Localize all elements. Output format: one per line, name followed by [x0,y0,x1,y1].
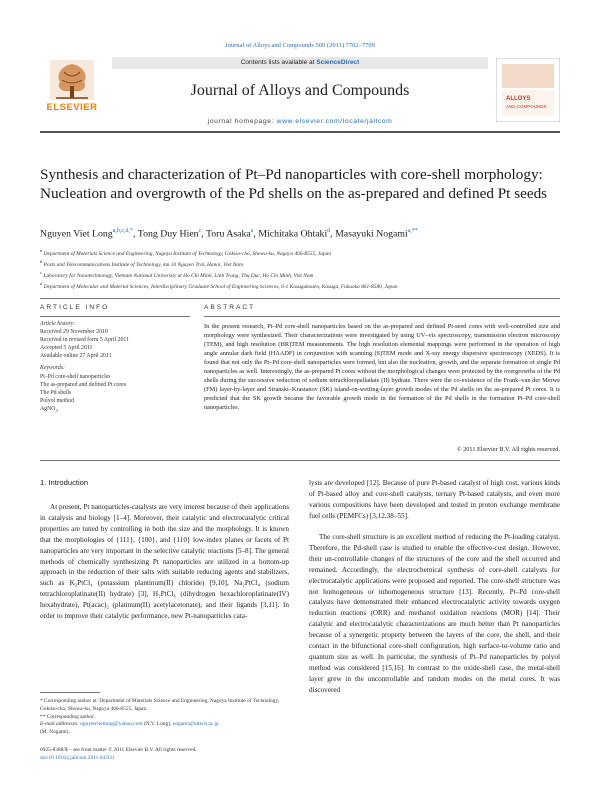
cover-icon [496,58,560,122]
intro-paragraph-right-1: lysts are developed [12]. Because of pure Pt-based catalyst of high cost, various kinds of Pt-based alloy and core-shell catalysts, ternary Pt-based catalysts, and even more various compositions have been developed and tested in proton exchange membrane fuel cells (PEMFCs) [3,12,38–55]. [309,479,560,520]
history-item: Received 29 November 2010 [40,329,108,336]
keyword-item: AgNO$_3$ [40,405,58,414]
article-title: Synthesis and characterization of Pt–Pd nanoparticles with core-shell morphology: Nucleation and overgrowth of the Pd shells on the as-prepared and defined Pt seeds [40,166,548,202]
email-link[interactable]: nogami@nitech.ac.jp [172,721,219,728]
elsevier-tree-icon [50,60,94,100]
journal-cover-thumbnail [496,58,560,122]
history-item: Accepted 5 April 2011 [40,345,93,352]
header-rule [40,131,560,133]
cover-title-line2: AND COMPOUNDS [506,104,547,109]
affiliation-item: $^d$ Department of Molecular and Material Sciences, Interdisciplinary Graduate School of Engineering Sciences, 6-1 Kasugakouen, Kasuga, Fukuoka 861-8580, Japan [40,281,398,291]
keyword-item: The as-prepared and defined Pt cores [40,381,127,388]
author-name[interactable]: Masayuki Nogami [335,228,408,240]
intro-paragraph-right-2: The core-shell structure is an excellent method of reducing the Pt-loading catalyst. Therefore, the Pd-shell case is studied to enable the effective-cost design. However, their un-controllable changes of the structures of the core and the shell occurred and remained. Accordingly, the electrochemical synthesis of core-shell catalysts for electrocatalytic applications were proposed and reported. The core-shell structure was not homogeneous or inhomogeneous structure [13]. Recently, Pt–Pd core-shell catalysts have demonstrated their enhanced electrocatalytic activity towards oxygen reduction reactions (ORR) and methanol oxidation reactions (MOR) [14]. Their catalytic and electrocatalytic characterizations are much better than Pt nanoparticles because of a synergetic property between the layers of the core, the shell, and their contact in the bifunctional core-shell configuration, high surface-to-volume ratio and quantum size as well. In particular, the synthesis of Pt–Pd nanoparticles by polyol method was considered [15,16]. In contrast to the oxide-shell case, the metal-shell layer grew in the uncontrollable and random modes on the metal cores. It was discovered [309,533,560,694]
author-affil-marks: a [250,228,254,234]
journal-title: Journal of Alloys and Compounds [190,82,410,99]
footnote-emails: E-mail addresses: nguyenvietlong@yahoo.com (N.V. Long), nogami@nitech.ac.jp [40,721,219,728]
copyright-notice: © 2011 Elsevier B.V. All rights reserved. [456,446,560,453]
author-affil-marks: d [327,228,331,234]
affiliation-rule [40,298,560,299]
history-heading: Article history: [40,321,76,327]
email-link[interactable]: nguyenvietlong@yahoo.com [80,721,143,728]
footnote-rule [40,692,100,693]
doi-link[interactable]: doi:10.1016/j.jallcom.2011.04.031 [40,754,115,761]
author-name[interactable]: Michitaka Ohtaki [258,228,328,240]
keywords-heading: Keywords: [40,365,65,372]
affiliation-item: $^c$ Laboratory for Nanotechnology, Vietnam National University at Ho Chi Minh, Linh Trung, Thu Duc, Ho Chi Minh, Viet Nam [40,270,314,279]
article-info-rule [40,316,190,317]
homepage-link[interactable]: www.elsevier.com/locate/jallcom [276,118,393,125]
abstract-rule [204,316,560,317]
article-info-panel [40,320,190,415]
history-item: Received in revised form 5 April 2011 [40,337,129,344]
affiliation-item: $^b$ Posts and Telecommunications Institute of Technology, km 10 Nguyen Trai, Hanoi, Viet Nam [40,259,244,268]
abstract-text: In the present research, Pt–Pd core-shell nanoparticles based on the as-prepared and defined Pt-seed cores with well-controlled size and morphology were synthesized. Their characterizations were investigated by using UV–vis spectroscopy, transmission electron microscopy (TEM), and high resolution (HR)TEM measurements. The high resolution elemental mappings were performed in the operation of high angle annular dark field (HAADF) in conjunction with scanning (S)TEM mode and X-ray energy dispersive spectroscopy (XEDS). It is found that not only the Pt–Pd core-shell nanoparticles were formed, but also the nucleation, growth, and the separate formation of single Pd nanoparticles as well. Interestingly, the as-prepared Pt cores without the morphological changes were protected by the overgrowths of the Pd shells during the successive reduction of sodium tetrachloropalladate (II) hydrate. There were the co-existence of the Frank–van der Merwe (FM) layer-by-layer and Stranski–Krastanov (SK) island-on-wetting-layer growth modes of the Pd shells on the as-prepared Pt cores. It is predicted that the SK growth became the favorable growth mode in the formation of the Pd shells in the formation Pt–Pd core-shell nanoparticles. [204,323,560,411]
article-info-heading: ARTICLE INFO [40,304,110,311]
introduction-heading: 1. Introduction [40,478,89,487]
author-name[interactable]: Nguyen Viet Long [40,228,113,240]
footnote-corresponding-1: * Corresponding author at: Department of Materials Science and Engineering, Nagoya Institute of Technology, Gokiso-cho, Showa-ku, Nagoya 466-8555, Japan. [40,698,280,712]
journal-citation[interactable]: Journal of Alloys and Compounds 509 (2011) 7702–7709 [225,42,375,49]
author-list: Nguyen Viet Long$^{a,b,c,d,*}$, Tong Duy Hien$^c$, Toru Asaka$^a$, Michitaka Ohtaki$^d$, Masayuki Nogami$^{a,**}$ [40,228,418,240]
keyword-item: Polyol method [40,397,74,404]
journal-homepage [112,118,488,125]
cover-title-line1: ALLOYS [506,96,531,102]
author-affil-marks: a,b,c,d,* [112,228,134,234]
abstract-bottom-rule [40,460,560,461]
affiliation-list [40,247,560,291]
footnotes [40,698,289,737]
abstract-heading: ABSTRACT [204,304,256,311]
footnote-email-owner: (M. Nogami). [40,729,70,736]
author-name[interactable]: Tong Duy Hien [137,228,199,240]
author-affil-marks: a,** [407,228,418,234]
intro-paragraph-left: At present, Pt nanoparticles-catalysts are very interest because of their applications in catalysis and biology [1–4]. Moreover, their catalytic and electrocatalytic critical properties are tuned by controlling in both the size and the morphology. It is known that the morphologies of {111}, {100}, and {110} low-index planes or facets of Pt nanoparticles are very important in the selective catalytic reactions [5–8]. The general methods of chemically synthesizing Pt nanoparticles are utilized in a bottom-up approach in the reduction of their salts with suitable reducing agents and stabilizers, such as K₂PtCl₄ (potassium plantinum(II) chloride) [9,10], Na₂PtCl₄ (sodium tetrachloroplatinate(II) hydrate) [3], H₂PtCl₆ (dihydrogen hexachloroplatinate(IV) hexahydrate), Pt(acac)₂ (platinum(II) acetylacetonate), and their ligands [3,11]. In order to improve their catalytic performance, new Pt-nanoparticles cata- [40,503,289,621]
article-metadata-footer [40,747,340,763]
affiliation-item: $^a$ Department of Materials Science and Engineering, Nagoya Institute of Technology, Gokiso-cho, Showa-ku, Nagoya 466-8555, Japan [40,248,332,257]
history-item: Available online 27 April 2011 [40,353,112,360]
keyword-item: The Pd shells [40,389,72,396]
author-name[interactable]: Toru Asaka [205,228,251,240]
footnote-corresponding-2: ** Corresponding author. [40,713,95,720]
elsevier-logo [40,58,104,114]
keyword-item: Pt–Pd core-shell nanoparticles [40,373,111,380]
homepage-prefix: journal homepage: [207,118,277,125]
contents-band [112,57,488,69]
contents-prefix: Contents lists available at [240,59,317,66]
sciencedirect-link[interactable]: ScienceDirect [316,59,360,66]
author-affil-marks: c [198,228,202,234]
publisher-name: ELSEVIER [46,102,98,113]
issn-line: 0925-8388/$ – see front matter © 2011 Elsevier B.V. All rights reserved. [40,747,197,753]
